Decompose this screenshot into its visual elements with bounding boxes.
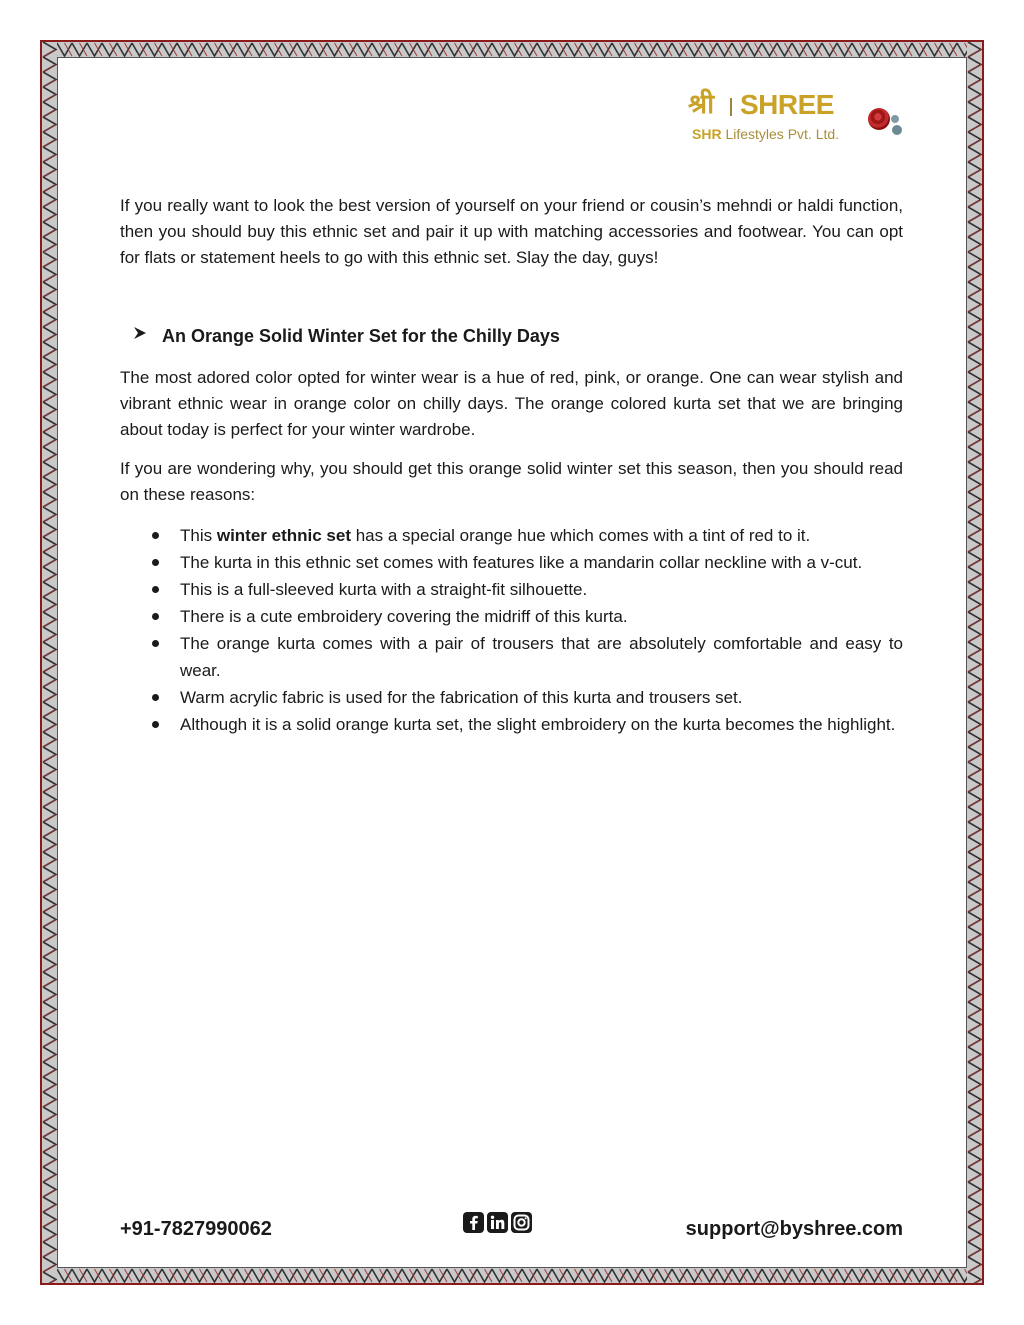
list-item [120, 684, 903, 711]
list-item-text: The orange kurta comes with a pair of trousers that are absolutely comfortable and easy to wear. [180, 634, 903, 680]
list-item-text: This [180, 526, 217, 545]
brand-logo [688, 88, 910, 148]
logo-company-name [692, 125, 839, 143]
list-item-text: Warm acrylic fabric is used for the fabrication of this kurta and trousers set. [180, 688, 743, 707]
logo-company-prefix: SHR [692, 126, 722, 142]
bullet-icon [152, 613, 159, 620]
list-item-text: The kurta in this ethnic set comes with features like a mandarin collar neckline with a v-cut. [180, 553, 863, 572]
social-icons [463, 1212, 532, 1233]
winter-ethnic-set-link[interactable]: winter ethnic set [216, 526, 351, 545]
logo-brand-name: SHREE [740, 89, 834, 120]
intro-paragraph: If you really want to look the best version of yourself on your friend or cousin’s mehndi or haldi function, then you should buy this ethnic set and pair it up with matching accessories and footwear. You can opt for flats or statement heels to go with this ethnic set. Slay the day, guys! [120, 196, 903, 267]
section-paragraph-2: If you are wondering why, you should get this orange solid winter set this season, then you should read on these reasons: [120, 459, 903, 504]
border-pattern-right [967, 42, 982, 1283]
list-item [120, 630, 903, 684]
logo-hindi-text: श्री [688, 89, 715, 120]
list-item-text: has a special orange hue which comes with a tint of red to it. [350, 526, 811, 545]
section-heading-text: An Orange Solid Winter Set for the Chilly Days [162, 326, 560, 346]
border-pattern-top [42, 42, 982, 57]
footer-email[interactable]: support@byshree.com [685, 1218, 903, 1240]
logo-dot-icon [892, 125, 902, 135]
linkedin-icon[interactable] [487, 1212, 508, 1233]
list-item [120, 522, 903, 549]
rose-icon [868, 108, 890, 130]
list-item-text: Although it is a solid orange kurta set, the slight embroidery on the kurta becomes the highlight. [180, 715, 896, 734]
bullet-icon [152, 721, 159, 728]
arrow-bullet-icon [132, 324, 150, 348]
logo-divider [730, 98, 732, 116]
logo-company-rest: Lifestyles Pvt. Ltd. [721, 126, 840, 142]
footer-phone[interactable]: +91-7827990062 [120, 1218, 272, 1240]
list-item-text: This is a full-sleeved kurta with a straight-fit silhouette. [180, 580, 588, 599]
section-paragraph-1: The most adored color opted for winter wear is a hue of red, pink, or orange. One can wear stylish and vibrant ethnic wear in orange color on chilly days. The orange colored kurta set that we are bringing about today is perfect for your winter wardrobe. [120, 368, 903, 439]
border-pattern-bottom [42, 1268, 982, 1283]
list-item-text: There is a cute embroidery covering the midriff of this kurta. [180, 607, 628, 626]
bullet-icon [152, 694, 159, 701]
instagram-icon[interactable] [511, 1212, 532, 1233]
list-item [120, 576, 903, 603]
reasons-list [120, 522, 903, 738]
list-item [120, 549, 903, 576]
facebook-icon[interactable] [463, 1212, 484, 1233]
list-item [120, 603, 903, 630]
bullet-icon [152, 586, 159, 593]
list-item [120, 711, 903, 738]
bullet-icon [152, 559, 159, 566]
section-heading [132, 324, 560, 348]
bullet-icon [152, 532, 159, 539]
bullet-icon [152, 640, 159, 647]
logo-dot-icon [891, 115, 899, 123]
border-pattern-left [42, 42, 57, 1283]
